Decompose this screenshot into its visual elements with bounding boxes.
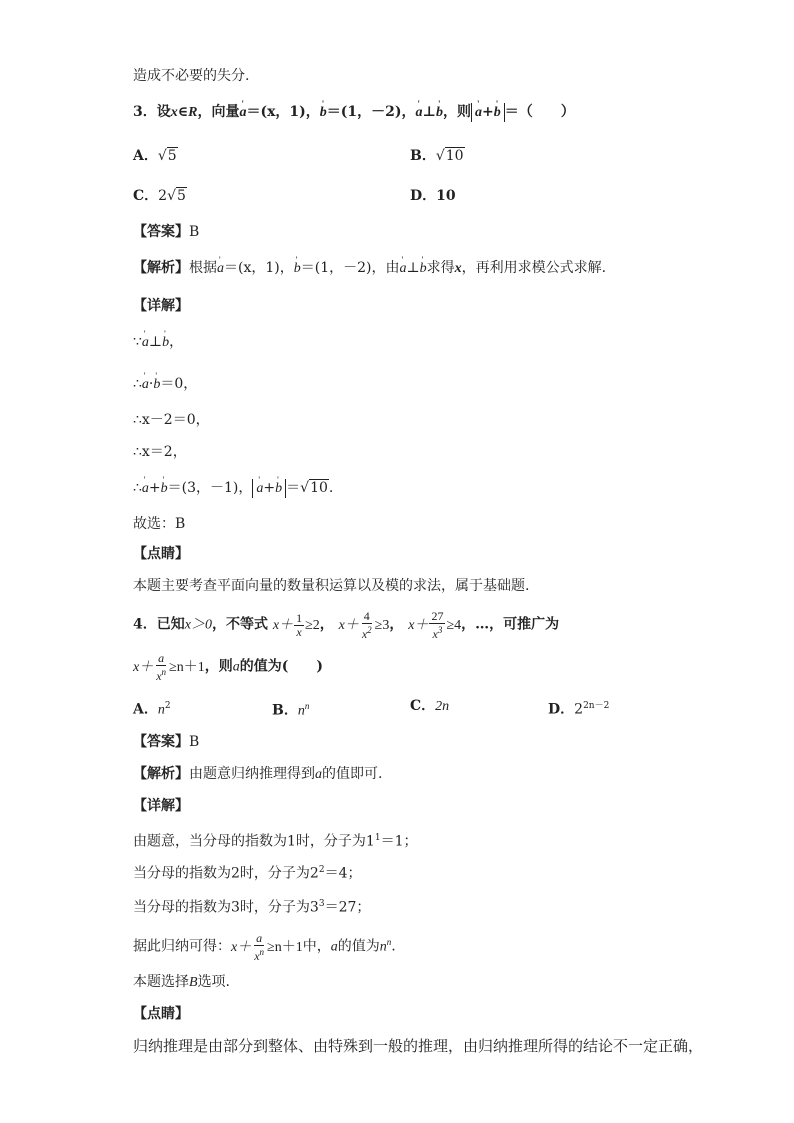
q4-comment-heading: 【点睛】 xyxy=(133,1006,189,1022)
q4-answer: 【答案】B xyxy=(133,734,200,750)
q4-detail-2: 当分母的指数为2时，分子为$2^2=4$； xyxy=(133,865,362,882)
q3-step-2: ∴' a·' b＝0， xyxy=(133,374,197,395)
q3-step-1: ∵' a⊥' b， xyxy=(133,332,183,353)
q3-comment: 本题主要考查平面向量的数量积运算以及模的求法，属于基础题. xyxy=(133,578,530,594)
q3-comment-heading: 【点睛】 xyxy=(133,546,189,562)
q4-option-b: B．$n^n$ xyxy=(272,701,310,719)
q3-detail-heading: 【详解】 xyxy=(133,298,189,314)
q4-choose: 本题选择B选项. xyxy=(133,974,231,990)
q4-comment: 归纳推理是由部分到整体、由特殊到一般的推理，由归纳推理所得的结论不一定正确， xyxy=(133,1037,704,1055)
q3-option-c: C．2√5 xyxy=(133,188,186,204)
q3-step-5: ∴' a+' b＝(3，－1)，' a+' b ＝√10. xyxy=(133,478,333,499)
magnitude-expression: ' a+' b xyxy=(471,103,505,122)
q4-stem-line1: 4．已知x＞0，不等式 x＋ $\frac{1}{x}$ ≥2， x＋ $\frac{4}{x^2}$ ≥3， x＋ $\frac{27}{x^3}$ ≥4，…，可推广为 xyxy=(133,609,560,641)
q4-option-c: C．2n xyxy=(410,698,450,714)
q3-step-3: ∴x－2＝0， xyxy=(133,412,210,428)
q4-detail-1: 由题意，当分母的指数为1时，分子为$1^1=1$； xyxy=(133,833,418,850)
q4-detail-heading: 【详解】 xyxy=(133,798,189,814)
q4-detail-4: 据此归纳可得：x＋ $\frac{a}{x^n}$ ≥n＋1中，a的值为$n^n$. xyxy=(133,931,396,963)
q3-option-a: A．√5 xyxy=(133,148,177,164)
q3-stem: 3．设x∈R，向量' a＝(x，1)，' b＝(1，－2)，' a⊥' b，则' a+' b ＝（ ） xyxy=(133,102,575,123)
q3-answer: 【答案】B xyxy=(133,224,200,240)
q3-analysis: 【解析】根据' a＝(x，1)，' b＝(1，－2)，由' a⊥' b求得x，再利用求模公式求解. xyxy=(133,258,606,279)
q3-option-b: B．√10 xyxy=(410,148,464,164)
intro-tail: 造成不必要的失分. xyxy=(133,68,250,84)
q3-option-d: D．10 xyxy=(410,188,456,204)
q4-stem-line2: x＋ $\frac{a}{x^n}$ ≥n＋1，则a的值为( ) xyxy=(133,651,323,683)
q4-analysis: 【解析】由题意归纳推理得到a的值即可. xyxy=(133,766,383,782)
q3-choose: 故选：B xyxy=(133,516,186,532)
q4-option-d: D．$2^{2n-2}$ xyxy=(548,701,610,718)
q3-step-4: ∴x＝2， xyxy=(133,444,187,460)
q4-option-a: A．$n^2$ xyxy=(133,701,171,718)
q4-detail-3: 当分母的指数为3时，分子为$3^3=27$； xyxy=(133,899,371,916)
